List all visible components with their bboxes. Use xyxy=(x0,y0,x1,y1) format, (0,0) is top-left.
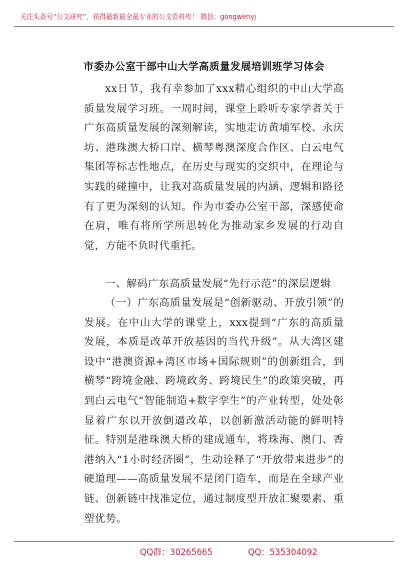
body-paragraph xyxy=(84,294,344,529)
subsection-heading: （一）广东高质量发展是“创新驱动、开放引领”的发展。 xyxy=(84,297,344,329)
qq-group-label: QQ群：30265665 xyxy=(140,547,213,557)
header-banner: 关注头条号“公文研究”，获得最新最全最专业的公文资料库！ 微信：gongwenyj xyxy=(20,13,257,21)
section-heading: 一、解码广东高质量发展“先行示范”的深层逻辑 xyxy=(105,278,332,290)
header-divider xyxy=(14,26,394,27)
intro-paragraph: xx日节，我有幸参加了xxx精心组织的中山大学高质量发展学习班。一周时间，课堂上聆听专家学者关于广东高质量发展的深刻解读，实地走访黄埔军校、永庆坊、港珠澳大桥口岸、横琴粤澳深度合作区、白云电气集团等标志性地点，在历史与现实的交织中，在理论与实践的碰撞中，让我对高质量发展的内涵、逻辑和路径有了更为深刻的认知。作为市委办公室干部，深感使命在肩，唯有将所学所思转化为推动家乡发展的行动自觉，方能不负时代重托。 xyxy=(84,83,344,252)
footer-divider xyxy=(14,541,394,542)
document-title: 市委办公室干部中山大学高质量发展培训班学习体会 xyxy=(83,62,325,73)
paragraph-text: 在中山大学的课堂上，xxx提到“广东的高质量发展，本质是改革开放基因的当代升级”。从大湾区建设中“港澳资源+湾区市场+国际规则”的创新组合，到横琴“跨境金融、跨境政务、跨境民生”的政策突破，再到白云电气“智能制造+数字孪生”的产业转型，处处彰显着广东以开放倒逼改革，以创新激活动能的鲜明特征。特别是港珠澳大桥的建成通车，将珠海、澳门、香港纳入“1小时经济圈”，生动诠释了“开放带来进步”的硬道理——高质量发展不是闭门造车，而是在全球产业链、创新链中找准定位，通过制度型开放汇聚要素、重塑优势。 xyxy=(84,316,344,525)
qq-label: QQ：535304092 xyxy=(248,547,318,557)
